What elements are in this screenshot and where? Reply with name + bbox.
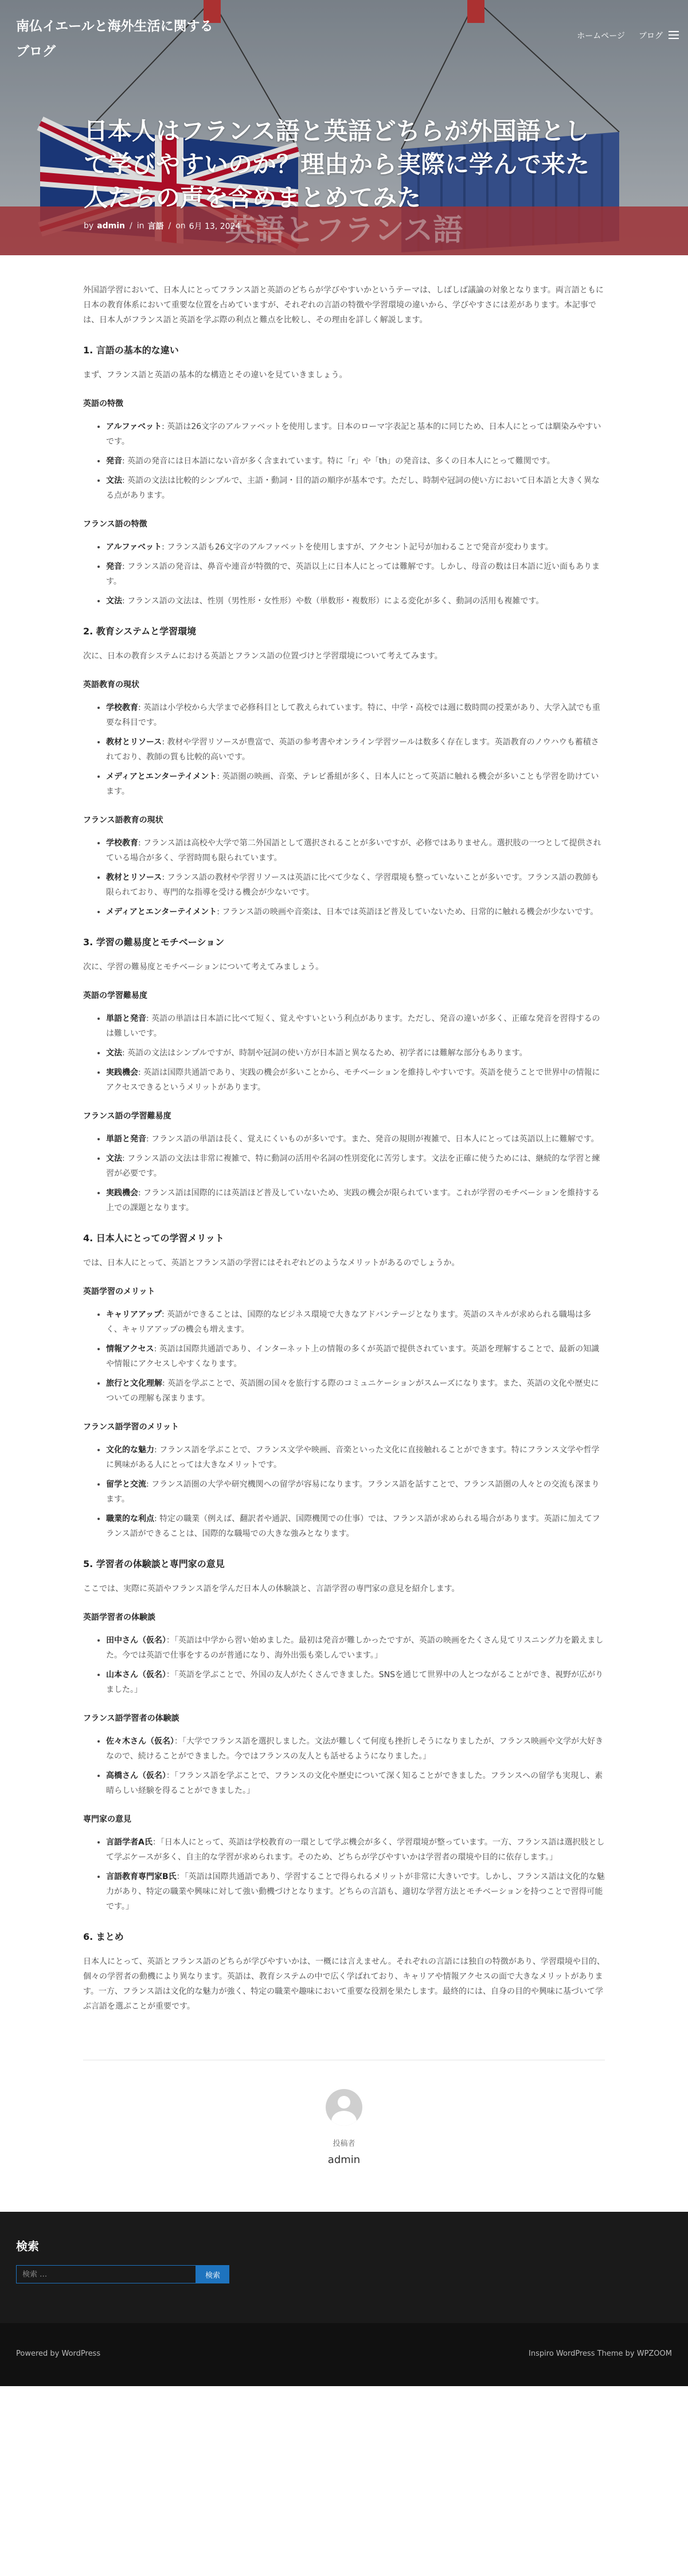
bullet-list [83, 1307, 605, 1406]
list-item: • 山本さん（仮名）：「英語を学ぶことで、外国の友人がたくさんできました。SNSを通じて世界中の人とつながることができ、視野が広がりました。」 [106, 1667, 605, 1697]
author-name-link[interactable]: admin [327, 2154, 361, 2166]
nav-item-blog[interactable]: ブログ [639, 32, 663, 41]
list-item: • 文化的な魅力: フランス語を学ぶことで、フランス文学や映画、音楽といった文化に直接触れることができます。特にフランス文学や哲学に興味がある人にとっては大きなメリットです。 [106, 1443, 605, 1472]
nav-item-home[interactable]: ホームページ [577, 32, 625, 41]
subsection-heading: フランス語の学習難易度 [83, 1112, 171, 1121]
site-title[interactable]: 南仏イエールと海外生活に関するブログ [16, 19, 213, 59]
footer-widgets [0, 2212, 688, 2323]
list-item: • 留学と交流: フランス語圏の大学や研究機関への留学が容易になります。フランス語を話すことで、フランス語圏の人々との交流も深まります。 [106, 1477, 605, 1507]
list-item: • 情報アクセス: 英語は国際共通語であり、インターネット上の情報の多くが英語で提供されています。英語を理解することで、最新の知識や情報にアクセスしやすくなります。 [106, 1342, 605, 1371]
subsection-heading: フランス語学習者の体験談 [83, 1714, 179, 1723]
list-item: • 学校教育: 英語は小学校から大学まで必修科目として教えられています。特に、中学・高校では週に数時間の授業があり、大学入試でも重要な科目です。 [106, 700, 605, 730]
section-heading: 3. 学習の難易度とモチベーション [83, 937, 225, 948]
avatar-icon[interactable] [326, 2089, 362, 2126]
list-item: • 教材とリソース: 教材や学習リソースが豊富で、英語の参考書やオンライン学習ツールは数多く存在します。英語教育のノウハウも蓄積されており、教師の質も比較的高いです。 [106, 735, 605, 765]
subsection-heading: 英語の特徴 [83, 399, 123, 408]
search-button[interactable]: 検索 [196, 2265, 229, 2283]
meta-separator: / [168, 221, 171, 231]
bullet-list [83, 1835, 605, 1914]
bullet-list [83, 1132, 605, 1215]
bullet-list [83, 700, 605, 799]
main-nav [577, 30, 663, 41]
section-intro: 次に、学習の難易度とモチベーションについて考えてみましょう。 [83, 962, 324, 972]
list-item: • 単語と発音: 英語の単語は日本語に比べて短く、覚えやすいという利点があります。ただし、発音の違いが多く、正確な発音を習得するのは難しいです。 [106, 1011, 605, 1041]
hero-banner-text: 英語とフランス語 [225, 213, 463, 248]
list-item: • アルファベット: フランス語も26文字のアルファベットを使用しますが、アクセント記号が加わることで発音が変わります。 [106, 540, 605, 555]
list-item: • 田中さん（仮名）：「英語は中学から習い始めました。最初は発音が難しかったですが、英語の映画をたくさん見てリスニング力を鍛えました。今では英語で仕事をするのが普通になり、海外出張も楽しんでいます。」 [106, 1633, 605, 1663]
list-item: • 言語教育専門家B氏：「英語は国際共通語であり、学習することで得られるメリットが非常に大きいです。しかし、フランス語は文化的な魅力があり、特定の職業や興味に対して強い動機づけとなります。どちらの言語も、適切な学習方法とモチベーションを持つことで習得可能です。」 [106, 1869, 605, 1914]
bullet-list [83, 1734, 605, 1798]
list-item: • 高橋さん（仮名）：「フランス語を学ぶことで、フランスの文化や歴史について深く知ることができました。フランスへの留学も実現し、素晴らしい経験を得ることができました。」 [106, 1768, 605, 1798]
hero-section [0, 0, 688, 255]
subsection-heading: フランス語教育の現状 [83, 816, 163, 825]
list-item: • アルファベット: 英語は26文字のアルファベットを使用します。日本のローマ字表記と基本的に同じため、日本人にとっては馴染みやすいです。 [106, 419, 605, 449]
list-item: • 発音: フランス語の発音は、鼻音や連音が特徴的で、英語以上に日本人にとっては難解です。しかし、母音の数は日本語に近い面もあります。 [106, 559, 605, 589]
search-form [16, 2265, 672, 2283]
author-label: 投稿者 [333, 2139, 355, 2148]
list-item: • 教材とリソース: フランス語の教材や学習リソースは英語に比べて少なく、学習環境も整っていないことが多いです。フランス語の教師も限られており、専門的な指導を受ける機会が少ないです。 [106, 870, 605, 900]
post-date: 6月 13, 2024 [189, 222, 241, 231]
list-item: • 文法: フランス語の文法は、性別（男性形・女性形）や数（単数形・複数形）による変化が多く、動詞の活用も複雑です。 [106, 594, 605, 609]
subsection-heading: フランス語の特徴 [83, 520, 147, 529]
section-heading: 1. 言語の基本的な違い [83, 345, 179, 356]
list-item: • 単語と発音: フランス語の単語は長く、覚えにくいものが多いです。また、発音の規則が複雑で、日本人にとっては英語以上に難解です。 [106, 1132, 605, 1147]
section-intro: ここでは、実際に英語やフランス語を学んだ日本人の体験談と、言語学習の専門家の意見を紹介します。 [83, 1584, 460, 1593]
list-item: • 実践機会: 英語は国際共通語であり、実践の機会が多いことから、モチベーションを維持しやすいです。英語を使うことで世界中の情報にアクセスできるというメリットがあります。 [106, 1065, 605, 1095]
section-heading: 6. まとめ [83, 1931, 124, 1942]
conclusion-paragraph: 日本人にとって、英語とフランス語のどちらが学びやすいかは、一概には言えません。それぞれの言語には独自の特徴があり、学習環境や目的、個々の学習者の動機により異なります。英語は、教育システムの中で広く学ばれており、キャリアや情報アクセスの面で大きなメリットがあります。一方、フランス語は文化的な魅力が強く、特定の職業や趣味において重要な役割を果たします。最終的には、自身の目的や興味に基づいて学ぶ言語を選ぶことが重要です。 [83, 1957, 605, 2011]
subsection-heading: フランス語学習のメリット [83, 1423, 179, 1432]
search-input[interactable] [16, 2265, 196, 2283]
list-item: • 文法: 英語の文法は比較的シンプルで、主語・動詞・目的語の順序が基本です。ただし、時制や冠詞の使い方において日本語と大きく異なる点があります。 [106, 473, 605, 503]
search-widget-title: 検索 [16, 2239, 39, 2253]
section-heading: 4. 日本人にとっての学習メリット [83, 1233, 224, 1244]
bullet-list [83, 1011, 605, 1095]
list-item: • 職業的な利点: 特定の職業（例えば、翻訳者や通訳、国際機関での仕事）では、フランス語が求められる場合があります。英語に加えてフランス語ができることは、国際的な職場での大きな強みとなります。 [106, 1511, 605, 1541]
theme-credit-link[interactable]: Inspiro WordPress Theme by WPZOOM [529, 2349, 672, 2358]
list-item: • メディアとエンターテイメント: 英語圏の映画、音楽、テレビ番組が多く、日本人にとって英語に触れる機会が多いことも学習を助けています。 [106, 769, 605, 799]
subsection-heading: 専門家の意見 [83, 1815, 131, 1824]
site-footer [0, 2212, 688, 2386]
list-item: • 発音: 英語の発音には日本語にない音が多く含まれています。特に「r」や「th」の発音は、多くの日本人にとって難関です。 [106, 454, 605, 469]
powered-by-link[interactable]: Powered by WordPress [16, 2349, 101, 2358]
bullet-list [83, 1443, 605, 1541]
post-category-link[interactable]: 言語 [147, 222, 164, 231]
list-item: • 実践機会: フランス語は国際的には英語ほど普及していないため、実践の機会が限られています。これが学習のモチベーションを維持する上での課題となります。 [106, 1186, 605, 1215]
bullet-list [83, 419, 605, 503]
post-header [84, 115, 611, 232]
bullet-list [83, 1633, 605, 1697]
list-item: • 佐々木さん（仮名）：「大学でフランス語を選択しました。文法が難しくて何度も挫折しそうになりましたが、フランス映画や文学が大好きなので、続けることができました。今ではフランスの友人とも話せるようになりました。」 [106, 1734, 605, 1764]
subsection-heading: 英語学習者の体験談 [83, 1613, 155, 1622]
hamburger-menu-icon[interactable] [669, 31, 679, 39]
author-box [83, 2060, 605, 2166]
post-meta [84, 220, 611, 232]
section-intro: まず、フランス語と英語の基本的な構造とその違いを見ていきましょう。 [83, 371, 347, 380]
intro-paragraph: 外国語学習において、日本人にとってフランス語と英語のどちらが学びやすいかというテーマは、しばしば議論の対象となります。両言語ともに日本の教育体系において重要な位置を占めていますが、それぞれの言語の特徴や学習環境の違いから、学びやすさには差があります。本記事では、日本人がフランス語と英語を学ぶ際の利点と難点を比較し、その理由を詳しく解説します。 [83, 286, 604, 325]
post-title: 日本人はフランス語と英語どちらが外国語として学びやすいのか？理由から実際に学んで来た人たちの声を含めまとめてみた [84, 117, 590, 212]
list-item: • キャリアアップ: 英語ができることは、国際的なビジネス環境で大きなアドバンテージとなります。英語のスキルが求められる職場は多く、キャリアアップの機会も増えます。 [106, 1307, 605, 1337]
subsection-heading: 英語学習のメリット [83, 1287, 155, 1296]
section-heading: 2. 教育システムと学習環境 [83, 626, 197, 637]
section-intro: 次に、日本の教育システムにおける英語とフランス語の位置づけと学習環境について考えてみます。 [83, 652, 443, 661]
site-header [0, 0, 688, 69]
list-item: • 旅行と文化理解: 英語を学ぶことで、英語圏の国々を旅行する際のコミュニケーションがスムーズになります。また、英語の文化や歴史についての理解も深まります。 [106, 1376, 605, 1406]
bullet-list [83, 540, 605, 609]
list-item: • 文法: フランス語の文法は非常に複雑で、特に動詞の活用や名詞の性別変化に苦労します。文法を正確に使うためには、継続的な学習と練習が必要です。 [106, 1151, 605, 1181]
by-label: by [84, 221, 94, 231]
meta-separator: / [130, 221, 132, 231]
list-item: • 言語学者A氏：「日本人にとって、英語は学校教育の一環として学ぶ機会が多く、学習環境が整っています。一方、フランス語は選択肢として学ぶケースが多く、自主的な学習が求められます。そのため、どちらが学びやすいかは学習者の環境や目的に依存します。」 [106, 1835, 605, 1865]
list-item: • メディアとエンターテイメント: フランス語の映画や音楽は、日本では英語ほど普及していないため、日常的に触れる機会が少ないです。 [106, 905, 605, 919]
post-content [83, 255, 605, 2037]
section-heading: 5. 学習者の体験談と専門家の意見 [83, 1558, 225, 1569]
post-author-link[interactable]: admin [97, 221, 125, 231]
on-label: on [175, 221, 186, 231]
in-label: in [136, 221, 144, 231]
subsection-heading: 英語教育の現状 [83, 680, 139, 689]
footer-bottom [0, 2323, 688, 2386]
list-item: • 文法: 英語の文法はシンプルですが、時制や冠詞の使い方が日本語と異なるため、初学者には難解な部分もあります。 [106, 1046, 605, 1061]
section-intro: では、日本人にとって、英語とフランス語の学習にはそれぞれどのようなメリットがあるのでしょうか。 [83, 1258, 460, 1268]
list-item: • 学校教育: フランス語は高校や大学で第二外国語として選択されることが多いですが、必修ではありません。選択肢の一つとして提供されている場合が多く、学習時間も限られています。 [106, 836, 605, 866]
subsection-heading: 英語の学習難易度 [83, 991, 147, 1000]
bullet-list [83, 836, 605, 919]
